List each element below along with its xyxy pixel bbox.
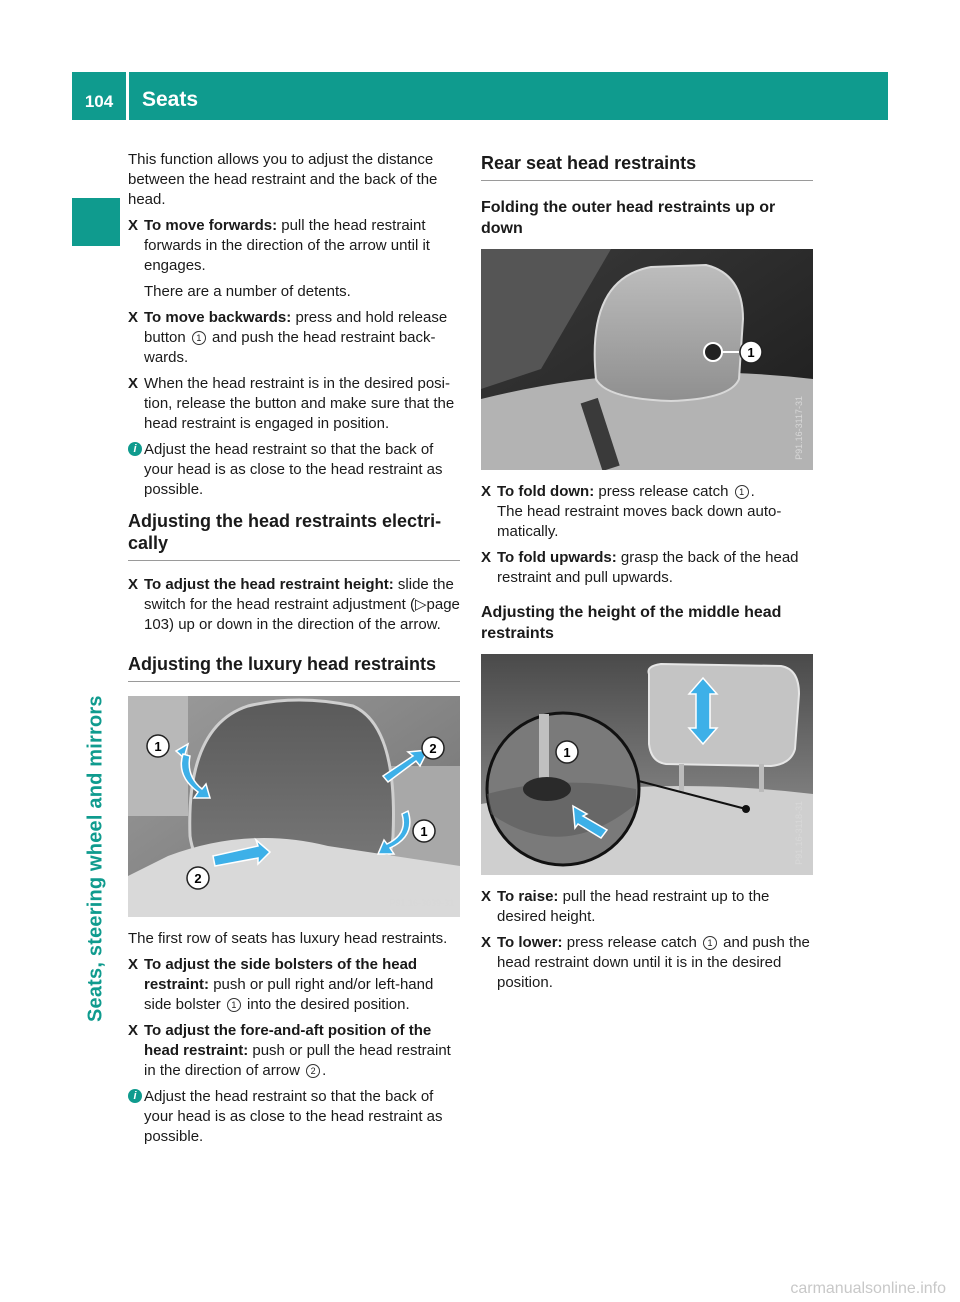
- figure-callout-2: 2: [429, 741, 437, 756]
- action-mark-icon: X: [128, 576, 139, 593]
- header-divider: [126, 72, 129, 120]
- step-text: and push the head restraint down until it is in the desired position.: [497, 934, 810, 991]
- step-fore-aft: [128, 1021, 460, 1081]
- step-text: into the desired position.: [242, 996, 410, 1013]
- step-label: To adjust the side bolsters of the head restraint:: [144, 956, 418, 993]
- step-text: ) up or down in the direction of the arrow.: [169, 616, 441, 633]
- callout-2-icon: 2: [306, 1064, 320, 1078]
- info-icon: i: [128, 442, 142, 456]
- heading-luxury-restraints: Adjusting the luxury head restraints: [128, 653, 460, 682]
- action-mark-icon: X: [128, 309, 139, 326]
- action-mark-icon: X: [481, 483, 492, 500]
- step-label: To fold upwards:: [497, 549, 617, 566]
- figure-luxury-head-restraint: [128, 696, 460, 917]
- callout-1-icon: 1: [192, 331, 206, 345]
- page-header: [72, 72, 888, 120]
- step-label: To move forwards:: [144, 217, 278, 234]
- callout-1-icon: 1: [227, 998, 241, 1012]
- step-text: press and hold release button: [144, 309, 448, 346]
- step-text: grasp the back of the head restraint and pull upwards.: [497, 549, 799, 586]
- action-mark-icon: X: [481, 549, 492, 566]
- step-label: To move backwards:: [144, 309, 292, 326]
- figure-code: P91.16-3118-31: [794, 801, 804, 865]
- step-label: To lower:: [497, 934, 563, 951]
- step-text: press release catch: [594, 483, 733, 500]
- info-text: Adjust the head restraint so that the back of your head is as close to the head restraint as possible.: [144, 441, 443, 498]
- step-text: .: [750, 483, 755, 500]
- figure-callout-1: 1: [747, 345, 755, 360]
- step-fold-down: [481, 482, 813, 542]
- step-text: When the head restraint is in the desired posi-tion, release the button and make sure that the head restraint is engaged in position.: [144, 375, 455, 432]
- action-mark-icon: X: [128, 217, 139, 234]
- action-mark-icon: X: [481, 888, 492, 905]
- step-label: To adjust the fore-and-aft position of the head restraint:: [144, 1022, 432, 1059]
- step-text: push or pull right and/or left-hand side bolster: [144, 976, 434, 1013]
- step-text: slide the switch for the head restraint adjustment (: [144, 576, 454, 613]
- right-column: [481, 150, 813, 999]
- heading-electric-adjustment: Adjusting the head restraints electri-cally: [128, 510, 460, 561]
- subheading-folding: Folding the outer head restraints up or down: [481, 199, 776, 237]
- folding-restraint-illustration: [481, 249, 813, 470]
- site-watermark: carmanualsonline.info: [790, 1280, 946, 1297]
- figure-callout-2: 2: [194, 871, 202, 886]
- intro-paragraph: This function allows you to adjust the distance between the head restraint and the back of the head.: [128, 151, 438, 208]
- step-text: and push the head restraint back-wards.: [144, 329, 436, 366]
- figure-callout-1: 1: [420, 824, 428, 839]
- subheading-middle-restraints: Adjusting the height of the middle head restraints: [481, 604, 782, 642]
- step-label: To raise:: [497, 888, 559, 905]
- luxury-intro: The first row of seats has luxury head restraints.: [128, 930, 448, 947]
- info-note: [128, 1087, 460, 1147]
- step-adjust-height: [128, 575, 460, 635]
- figure-middle-restraint: [481, 654, 813, 875]
- callout-1-icon: 1: [703, 936, 717, 950]
- step-text: pull the head restraint up to the desired height.: [497, 888, 770, 925]
- page-number: 104: [84, 92, 114, 111]
- chapter-marker: [72, 198, 120, 246]
- step-label: To fold down:: [497, 483, 595, 500]
- action-mark-icon: X: [128, 956, 139, 973]
- info-text: Adjust the head restraint so that the back of your head is as close to the head restraint as possible.: [144, 1088, 443, 1145]
- section-title: Seats: [142, 88, 199, 111]
- step-lower: [481, 933, 813, 993]
- step-side-bolsters: [128, 955, 460, 1015]
- figure-callout-1: 1: [154, 739, 162, 754]
- step-fold-upwards: [481, 548, 813, 588]
- info-note: [128, 440, 460, 500]
- figure-code: P91.16-3117-31: [794, 396, 804, 460]
- left-column: [128, 150, 460, 1153]
- step-text: push or pull the head restraint in the direction of arrow: [144, 1042, 451, 1079]
- step-move-forwards: [128, 216, 460, 276]
- page-reference-link[interactable]: page 103: [144, 596, 460, 633]
- fold-down-note: The head restraint moves back down auto-matically.: [497, 503, 782, 540]
- chapter-label: Seats, steering wheel and mirrors: [84, 695, 107, 1022]
- step-desired-position: [128, 374, 460, 434]
- detents-note: There are a number of detents.: [144, 283, 351, 300]
- callout-1-icon: 1: [735, 485, 749, 499]
- step-text: press release catch: [562, 934, 701, 951]
- action-mark-icon: X: [481, 934, 492, 951]
- info-icon: i: [128, 1089, 142, 1103]
- step-text: .: [322, 1062, 327, 1079]
- action-mark-icon: X: [128, 375, 139, 392]
- step-label: To adjust the head restraint height:: [144, 576, 394, 593]
- action-mark-icon: X: [128, 1022, 139, 1039]
- luxury-restraint-illustration: [128, 696, 460, 917]
- step-move-backwards: [128, 308, 460, 368]
- step-raise: [481, 887, 813, 927]
- page-ref-arrow-icon: ▷: [414, 596, 427, 613]
- heading-rear-seat: Rear seat head restraints: [481, 152, 813, 181]
- figure-folding-restraint: [481, 249, 813, 470]
- figure-callout-1: 1: [563, 745, 571, 760]
- figure-code: P91.16-3039-31: [389, 898, 454, 908]
- step-text: pull the head restraint forwards in the direction of the arrow until it engages.: [144, 217, 430, 274]
- middle-restraint-illustration: [481, 654, 813, 875]
